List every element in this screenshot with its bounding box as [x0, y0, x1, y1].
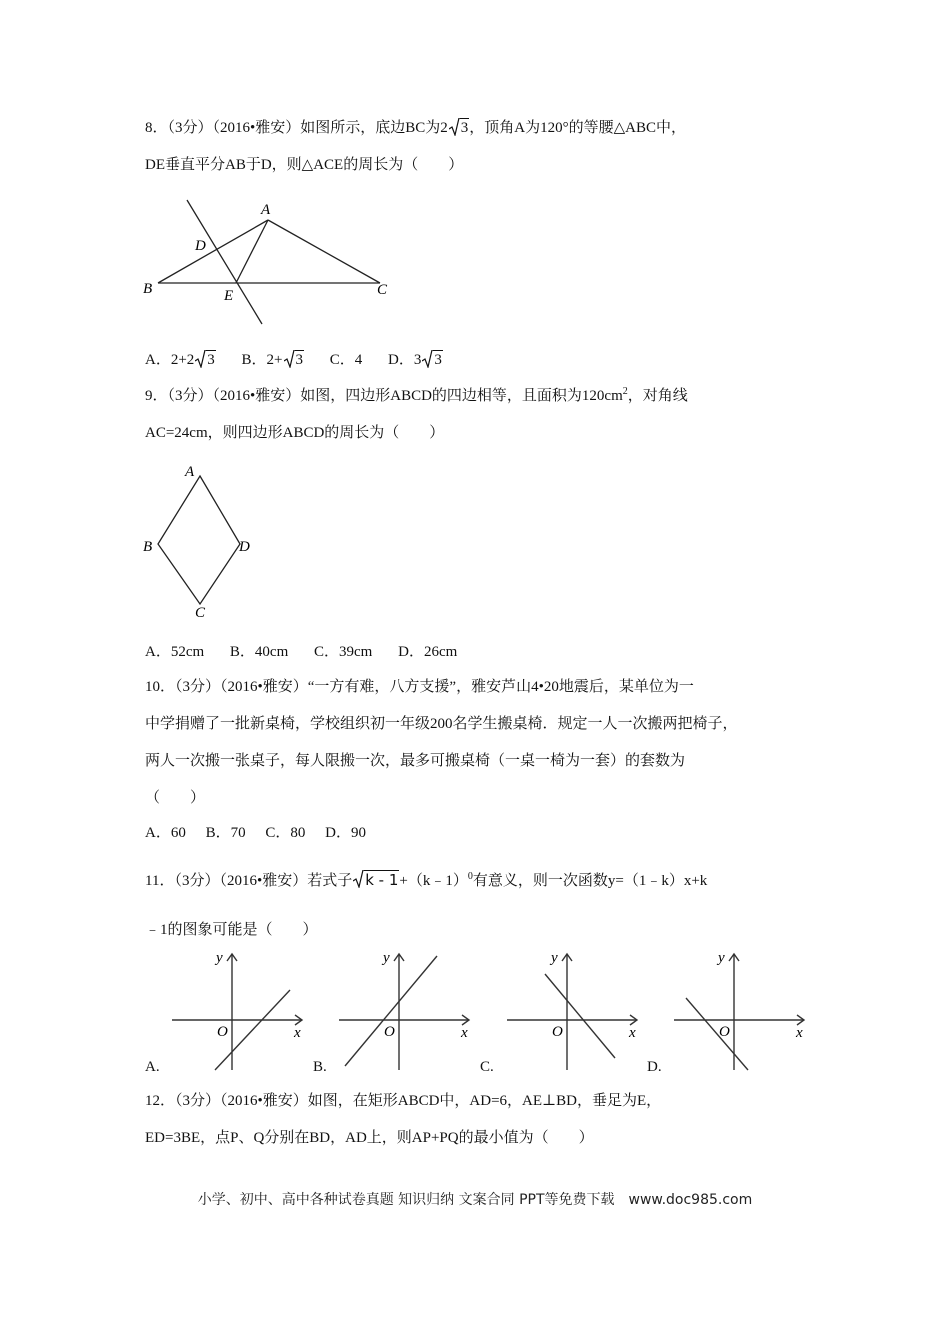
- q8-options: [145, 349, 465, 371]
- point-label-c: C: [195, 605, 206, 620]
- sqrt-expression: [195, 349, 216, 371]
- q10-option-d[interactable]: D．90: [325, 825, 366, 841]
- q9-option-d[interactable]: D．26cm: [398, 644, 458, 660]
- superscript: 0: [467, 871, 473, 882]
- q11-stem-line1: [145, 869, 707, 892]
- q9-stem-line1: [145, 385, 688, 407]
- q10-stem-line2: 中学捐赠了一批新桌椅，学校组织初一年级200名学生搬桌椅．规定一人一次搬两把椅子，: [145, 716, 738, 732]
- q9-rhombus-figure: [140, 460, 260, 620]
- q8-triangle-figure: [140, 196, 400, 331]
- q10-stem-line3: 两人一次搬一张桌子，每人限搬一次，最多可搬桌椅（一桌一椅为一套）的套数为: [145, 753, 686, 769]
- x-axis-label: x: [461, 1025, 468, 1041]
- perpendicular-bisector-de: [187, 200, 262, 324]
- option-text: B．2+: [241, 352, 283, 368]
- q9-text-part: ，对角线: [627, 388, 688, 404]
- q8-stem-line1: [145, 117, 686, 139]
- radical-sign-icon: [422, 350, 433, 368]
- q10-stem-line4: （ ）: [145, 790, 206, 806]
- x-axis-label: x: [294, 1025, 301, 1041]
- radicand: k - 1: [365, 871, 399, 889]
- radical-sign-icon: [195, 350, 206, 368]
- point-label-a: A: [185, 464, 195, 480]
- q8-option-a[interactable]: [145, 349, 216, 371]
- superscript: 2: [622, 386, 628, 397]
- sqrt-expression: [284, 349, 305, 371]
- q8-option-b[interactable]: [242, 349, 304, 371]
- y-axis-label: y: [551, 950, 558, 966]
- segment-ac: [268, 220, 380, 283]
- origin-label: O: [552, 1024, 563, 1040]
- q9-text-part: 9．（3分）（2016•雅安）如图，四边形ABCD的四边相等，且面积为120cm: [145, 388, 623, 404]
- y-axis-label: y: [383, 950, 390, 966]
- option-text: A．2+2: [145, 352, 195, 368]
- q8-stem-line2: DE垂直平分AB于D，则△ACE的周长为（ ）: [145, 157, 464, 173]
- q11-text-part: 11．（3分）（2016•雅安）若式子: [145, 873, 353, 889]
- q11-graph-a: [170, 948, 310, 1073]
- q10-options: [145, 822, 388, 844]
- point-label-b: B: [143, 539, 153, 555]
- x-axis-label: x: [796, 1025, 803, 1041]
- option-text: D．3: [388, 352, 422, 368]
- q11-graph-b: [337, 948, 477, 1073]
- radicand: 3: [434, 352, 442, 368]
- q12-stem-line2: ED=3BE，点P、Q分别在BD，AD上，则AP+PQ的最小值为（ ）: [145, 1130, 594, 1146]
- q8-option-d[interactable]: [388, 349, 443, 371]
- sqrt-expression: [422, 349, 443, 371]
- origin-label: O: [384, 1024, 395, 1040]
- radicand: 3: [460, 120, 469, 136]
- y-axis-label: y: [718, 950, 725, 966]
- function-line: [686, 998, 748, 1070]
- q10-option-c[interactable]: C．80: [265, 825, 306, 841]
- point-label-d: D: [195, 238, 206, 254]
- q10-stem-line1: 10．（3分）（2016•雅安）“一方有难，八方支援”，雅安芦山4•20地震后，某单位为一: [145, 679, 694, 695]
- q11-text-part: 有意义，则一次函数y=（1﹣k）x+k: [472, 873, 708, 889]
- y-axis-label: y: [216, 950, 223, 966]
- point-label-e: E: [224, 288, 234, 304]
- point-label-b: B: [143, 281, 153, 297]
- q8-text-part: 8．（3分）（2016•雅安）如图所示，底边BC为2: [145, 120, 448, 136]
- page-footer: 小学、初中、高中各种试卷真题 知识归纳 文案合同 PPT等免费下载 www.doc985.com: [197, 1192, 753, 1208]
- point-label-d: D: [239, 539, 250, 555]
- q8-option-c[interactable]: C．4: [329, 352, 363, 368]
- rhombus-abcd: [158, 476, 240, 604]
- q9-stem-line2: AC=24cm，则四边形ABCD的周长为（ ）: [145, 425, 445, 441]
- origin-label: O: [719, 1024, 730, 1040]
- radical-sign-icon: [449, 118, 460, 136]
- radicand: 3: [207, 352, 215, 368]
- q11-option-a[interactable]: A.: [145, 1059, 160, 1075]
- x-axis-label: x: [629, 1025, 636, 1041]
- sqrt-expression: [353, 869, 399, 891]
- q9-option-b[interactable]: B．40cm: [229, 644, 289, 660]
- radical-sign-icon: [284, 350, 295, 368]
- q11-text-part: +（k﹣1）: [399, 873, 468, 889]
- q11-graph-d: [672, 948, 812, 1073]
- q9-option-c[interactable]: C．39cm: [314, 644, 373, 660]
- radicand: 3: [295, 352, 304, 368]
- q8-text-part: ，顶角A为120°的等腰△ABC中，: [469, 120, 686, 136]
- point-label-c: C: [377, 282, 388, 298]
- radical-sign-icon: [353, 870, 364, 888]
- q10-option-b[interactable]: B．70: [205, 825, 246, 841]
- q11-option-b[interactable]: B.: [313, 1059, 327, 1075]
- point-label-a: A: [261, 202, 271, 218]
- function-line: [345, 956, 437, 1066]
- q11-graph-c: [505, 948, 645, 1073]
- q11-option-c[interactable]: C.: [480, 1059, 494, 1075]
- sqrt-expression: [449, 117, 470, 139]
- q11-option-d[interactable]: D.: [647, 1059, 662, 1075]
- function-line: [545, 974, 615, 1058]
- origin-label: O: [217, 1024, 228, 1040]
- q11-stem-line2: ﹣1的图象可能是（ ）: [145, 922, 318, 938]
- q12-stem-line1: 12．（3分）（2016•雅安）如图，在矩形ABCD中，AD=6，AE⊥BD，垂足为E，: [145, 1093, 662, 1109]
- q10-option-a[interactable]: A．60: [145, 825, 186, 841]
- q9-option-a[interactable]: A．52cm: [145, 644, 205, 660]
- q9-options: [145, 641, 479, 663]
